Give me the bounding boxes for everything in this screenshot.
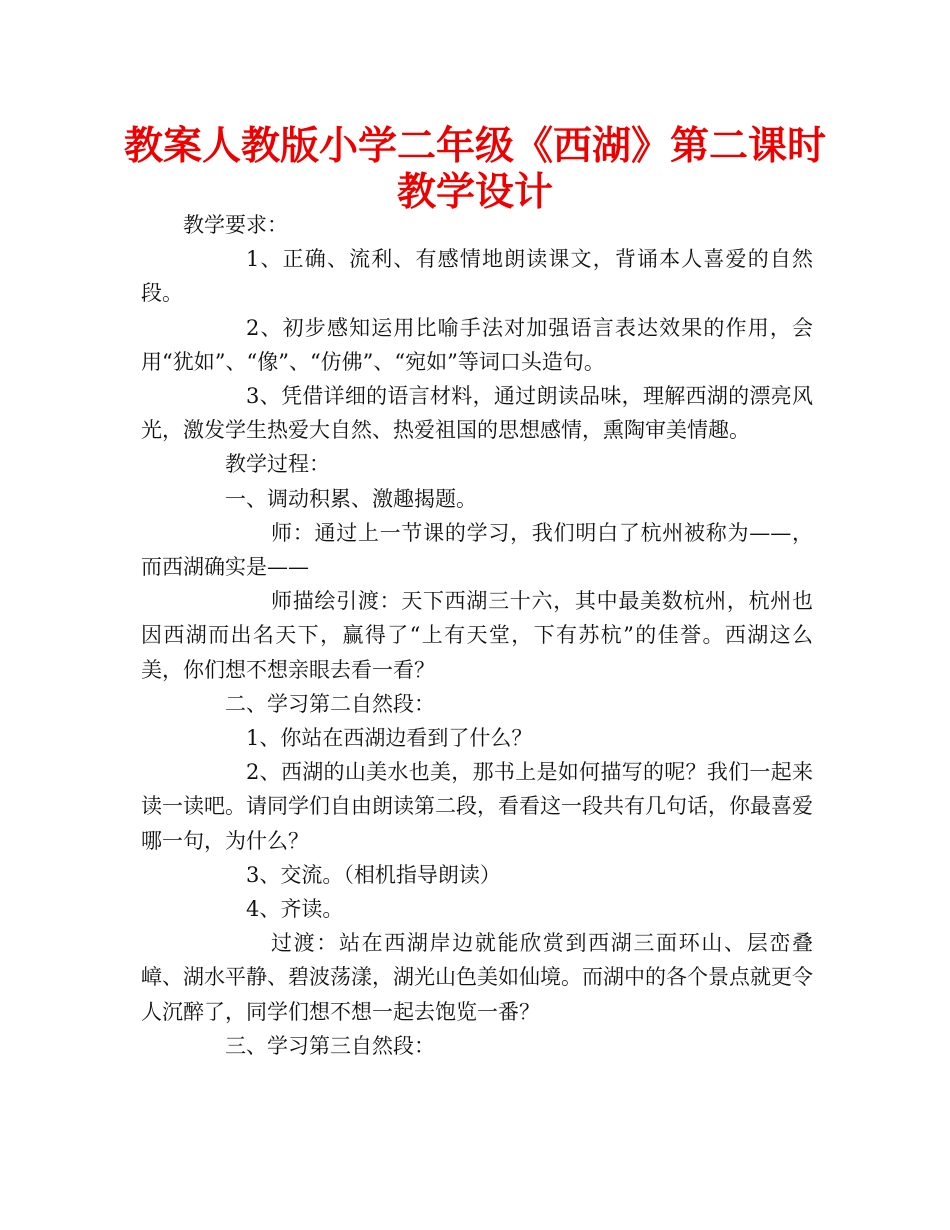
step-heading-2: 二、学习第二自然段： [225,691,435,716]
requirement-item-1: 1、正确、流利、有感情地朗读课文，背诵本人喜爱的自然段。 [141,247,813,306]
document-body [141,208,813,1063]
step-2-item-2: 2、西湖的山美水也美，那书上是如何描写的呢？我们一起来读一读吧。请同学们自由朗读第二段，看看这一段共有几句话，你最喜爱哪一句，为什么？ [141,760,813,853]
section-heading-process: 教学过程： [225,452,330,477]
transition-paragraph: 过渡：站在西湖岸边就能欣赏到西湖三面环山、层峦叠嶂、湖水平静、碧波荡漾，湖光山色美如仙境。而湖中的各个景点就更令人沉醉了，同学们想不想一起去饱览一番？ [141,931,813,1024]
step-heading-1: 一、调动积累、激趣揭题。 [225,486,477,511]
step-2-item-1: 1、你站在西湖边看到了什么？ [246,726,533,751]
document-title-line-2: 教学设计 [396,170,553,215]
teacher-paragraph: 师：通过上一节课的学习，我们明白了杭州被称为——，而西湖确实是—— [141,520,813,580]
step-2-item-4: 4、齐读。 [246,897,344,922]
teacher-transition-paragraph: 师描绘引渡：天下西湖三十六，其中最美数杭州，杭州也因西湖而出名天下，赢得了“上有天堂，下有苏杭”的佳誉。西湖这么美，你们想不想亲眼去看一看？ [141,589,813,682]
requirement-item-3: 3、凭借详细的语言材料，通过朗读品味，理解西湖的漂亮风光，激发学生热爱大自然、热爱祖国的思想感情，熏陶审美情趣。 [141,384,813,443]
section-heading-requirements: 教学要求： [183,213,288,237]
step-2-item-3: 3、交流。（相机指导朗读） [246,862,501,887]
step-heading-3: 三、学习第三自然段： [225,1033,435,1058]
requirement-item-2: 2、初步感知运用比喻手法对加强语言表达效果的作用，会用“犹如”、“像”、“仿佛”、“宛如”等词口头造句。 [141,315,813,374]
document-title-line-1: 教案人教版小学二年级《西湖》第二课时 [123,124,826,169]
